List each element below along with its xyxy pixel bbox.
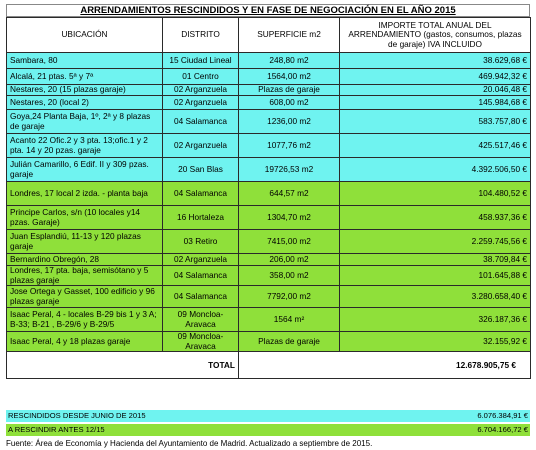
cell-ubicacion: Londres, 17 local 2 izda. - planta baja — [7, 182, 163, 206]
cell-distrito: 16 Hortaleza — [163, 206, 239, 230]
header-row — [7, 18, 531, 53]
cell-ubicacion: Goya,24 Planta Baja, 1º, 2ª y 8 plazas de garaje — [7, 110, 163, 134]
cell-distrito: 15 Ciudad Lineal — [163, 53, 239, 69]
cell-superficie: 206,00 m2 — [239, 254, 340, 266]
total-row — [7, 352, 531, 379]
cell-distrito: 09 Moncloa-Aravaca — [163, 308, 239, 332]
cell-superficie: 1304,70 m2 — [239, 206, 340, 230]
cell-importe: 469.942,32 € — [340, 69, 531, 85]
cell-ubicacion: Nestares, 20 (15 plazas garaje) — [7, 85, 163, 96]
cell-superficie: 1564 m² — [239, 308, 340, 332]
cell-distrito: 20 San Blas — [163, 158, 239, 182]
cell-distrito: 04 Salamanca — [163, 182, 239, 206]
cell-ubicacion: Acanto 22 Ofic.2 y 3 pta. 13;ofic.1 y 2 pta. 14 y 20 pzas. garaje — [7, 134, 163, 158]
leases-table — [6, 17, 531, 379]
table-row — [7, 69, 531, 85]
cell-importe: 145.984,68 € — [340, 96, 531, 110]
header-distrito: DISTRITO — [163, 18, 239, 53]
table-title: ARRENDAMIENTOS RESCINDIDOS Y EN FASE DE NEGOCIACIÓN EN EL AÑO 2015 — [6, 4, 530, 17]
cell-ubicacion: Isaac Peral, 4 y 18 plazas garaje — [7, 332, 163, 352]
table-row — [7, 110, 531, 134]
cell-superficie: 1564,00 m2 — [239, 69, 340, 85]
cell-superficie: 7792,00 m2 — [239, 286, 340, 308]
total-amount: 12.678.905,75 € — [239, 352, 531, 379]
table-row — [7, 206, 531, 230]
cell-importe: 326.187,36 € — [340, 308, 531, 332]
summary-pending-label: A RESCINDIR ANTES 12/15 — [8, 425, 105, 434]
cell-distrito: 09 Moncloa-Aravaca — [163, 332, 239, 352]
table-row — [7, 254, 531, 266]
header-ubicacion: UBICACIÓN — [7, 18, 163, 53]
table-row — [7, 182, 531, 206]
cell-distrito: 03 Retiro — [163, 230, 239, 254]
cell-superficie: 1236,00 m2 — [239, 110, 340, 134]
table-row — [7, 134, 531, 158]
cell-ubicacion: Sambara, 80 — [7, 53, 163, 69]
cell-importe: 2.259.745,56 € — [340, 230, 531, 254]
cell-superficie: 358,00 m2 — [239, 266, 340, 286]
cell-ubicacion: Principe Carlos, s/n (10 locales y14 pzas. Garaje) — [7, 206, 163, 230]
cell-ubicacion: Julián Camarillo, 6 Edif. II y 309 pzas. garaje — [7, 158, 163, 182]
table-row — [7, 85, 531, 96]
cell-superficie: 1077,76 m2 — [239, 134, 340, 158]
cell-importe: 3.280.658,40 € — [340, 286, 531, 308]
cell-importe: 425.517,46 € — [340, 134, 531, 158]
cell-superficie: 644,57 m2 — [239, 182, 340, 206]
cell-ubicacion: Nestares, 20 (local 2) — [7, 96, 163, 110]
table-row — [7, 286, 531, 308]
cell-importe: 38.629,68 € — [340, 53, 531, 69]
summary-rescinded-label: RESCINDIDOS DESDE JUNIO DE 2015 — [8, 411, 146, 420]
cell-superficie: Plazas de garaje — [239, 332, 340, 352]
cell-importe: 458.937,36 € — [340, 206, 531, 230]
header-superficie: SUPERFICIE m2 — [239, 18, 340, 53]
cell-ubicacion: Bernardino Obregón, 28 — [7, 254, 163, 266]
cell-superficie: Plazas de garaje — [239, 85, 340, 96]
table-row — [7, 53, 531, 69]
table-body — [7, 53, 531, 379]
cell-distrito: 02 Arganzuela — [163, 134, 239, 158]
table-row — [7, 308, 531, 332]
cell-superficie: 19726,53 m2 — [239, 158, 340, 182]
cell-importe: 583.757,80 € — [340, 110, 531, 134]
cell-distrito: 02 Arganzuela — [163, 254, 239, 266]
table-row — [7, 96, 531, 110]
cell-importe: 101.645,88 € — [340, 266, 531, 286]
cell-ubicacion: Jose Ortega y Gasset, 100 edificio y 96 plazas garaje — [7, 286, 163, 308]
cell-importe: 20.046,48 € — [340, 85, 531, 96]
cell-ubicacion: Juan Esplandiú, 11-13 y 120 plazas garaje — [7, 230, 163, 254]
table-row — [7, 332, 531, 352]
total-label: TOTAL — [7, 352, 239, 379]
table-row — [7, 266, 531, 286]
cell-importe: 38.709,84 € — [340, 254, 531, 266]
cell-distrito: 02 Arganzuela — [163, 96, 239, 110]
table-row — [7, 158, 531, 182]
cell-superficie: 7415,00 m2 — [239, 230, 340, 254]
summary-rescinded — [6, 410, 530, 422]
table-row — [7, 230, 531, 254]
cell-importe: 32.155,92 € — [340, 332, 531, 352]
cell-superficie: 608,00 m2 — [239, 96, 340, 110]
cell-superficie: 248,80 m2 — [239, 53, 340, 69]
summary-pending — [6, 424, 530, 436]
cell-distrito: 02 Arganzuela — [163, 85, 239, 96]
cell-importe: 4.392.506,50 € — [340, 158, 531, 182]
cell-distrito: 04 Salamanca — [163, 110, 239, 134]
cell-distrito: 04 Salamanca — [163, 286, 239, 308]
cell-distrito: 04 Salamanca — [163, 266, 239, 286]
header-importe: IMPORTE TOTAL ANUAL DEL ARRENDAMIENTO (gastos, consumos, plazas de garaje) IVA INCLUIDO — [340, 18, 531, 53]
cell-distrito: 01 Centro — [163, 69, 239, 85]
cell-importe: 104.480,52 € — [340, 182, 531, 206]
summary-rescinded-value: 6.076.384,91 € — [477, 411, 528, 420]
cell-ubicacion: Isaac Peral, 4 - locales B-29 bis 1 y 3 A; B-33; B-21 , B-29/6 y B-29/5 — [7, 308, 163, 332]
cell-ubicacion: Londres, 17 pta. baja, semisótano y 5 plazas garaje — [7, 266, 163, 286]
summary-pending-value: 6.704.166,72 € — [477, 425, 528, 434]
cell-ubicacion: Alcalá, 21 ptas. 5ª y 7ª — [7, 69, 163, 85]
source-note: Fuente: Área de Economía y Hacienda del Ayuntamiento de Madrid. Actualizado a septiembre de 2015. — [6, 439, 373, 448]
